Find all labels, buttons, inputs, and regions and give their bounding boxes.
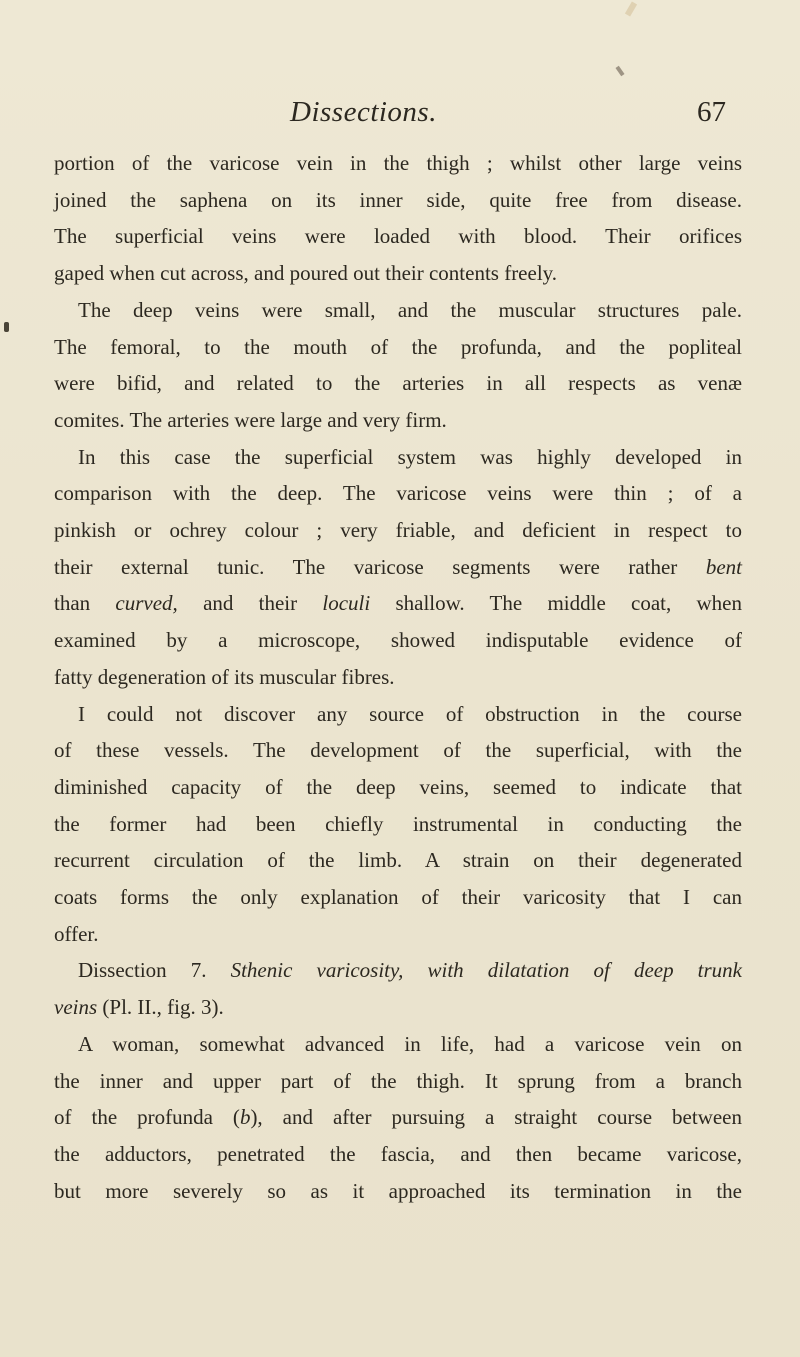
paragraph-6 xyxy=(54,1026,742,1210)
plate-reference: (Pl. II., fig. 3). xyxy=(97,995,224,1020)
paragraph-1 xyxy=(54,145,742,292)
ink-mark xyxy=(615,66,624,76)
text-line: but more severely so as it approached its termination in the xyxy=(54,1178,742,1203)
text-segment: ), and after pursuing a straight course between xyxy=(250,1105,743,1130)
text-line: joined the saphena on its inner side, quite free from disease. xyxy=(54,187,742,212)
text-line: The deep veins were small, and the muscular structures pale. xyxy=(78,297,742,322)
text-line: diminished capacity of the deep veins, seemed to indicate that xyxy=(54,774,742,799)
dissection-label: Dissection 7. xyxy=(78,958,207,983)
text-line: The superficial veins were loaded with blood. Their orifices xyxy=(54,224,742,249)
italic-term: curved, xyxy=(115,591,178,616)
dissection-title: Sthenic varicosity, with dilatation of deep trunk xyxy=(230,958,742,983)
italic-term: loculi xyxy=(322,591,371,616)
page-body xyxy=(54,145,742,1209)
text-line: comites. The arteries were large and very firm. xyxy=(54,407,447,432)
italic-term: bent xyxy=(705,554,742,579)
paper-blemish xyxy=(625,1,637,16)
text-line: the former had been chiefly instrumental in conducting the xyxy=(54,811,742,836)
text-segment: their external tunic. The varicose segments were rather xyxy=(54,554,706,579)
text-line: comparison with the deep. The varicose veins were thin ; of a xyxy=(54,481,742,506)
text-line: were bifid, and related to the arteries in all respects as venæ xyxy=(54,371,742,396)
text-line: offer. xyxy=(54,921,99,946)
text-segment: of the profunda ( xyxy=(54,1105,240,1130)
text-segment: than xyxy=(54,591,116,616)
margin-mark xyxy=(4,322,9,332)
text-line: the inner and upper part of the thigh. It sprung from a branch xyxy=(54,1068,742,1093)
text-line: recurrent circulation of the limb. A strain on their degenerated xyxy=(54,848,742,873)
running-head: Dissections. xyxy=(290,96,437,128)
paragraph-2 xyxy=(54,292,742,439)
text-line: gaped when cut across, and poured out their contents freely. xyxy=(54,261,558,286)
page-header xyxy=(0,96,800,136)
text-line xyxy=(54,989,742,1026)
page-number: 67 xyxy=(697,96,726,128)
text-line: The femoral, to the mouth of the profunda, and the popliteal xyxy=(54,334,742,359)
text-line: pinkish or ochrey colour ; very friable, and deficient in respect to xyxy=(54,518,742,543)
text-line xyxy=(54,585,742,622)
text-segment: and their xyxy=(177,591,323,616)
text-segment: shallow. The middle coat, when xyxy=(370,591,743,616)
text-line xyxy=(54,1099,742,1136)
text-line: I could not discover any source of obstruction in the course xyxy=(78,701,742,726)
italic-term: b xyxy=(239,1105,251,1130)
section-heading-dissection-7 xyxy=(54,952,742,1025)
text-line: of these vessels. The development of the superficial, with the xyxy=(54,738,742,763)
text-line: the adductors, penetrated the fascia, and then became varicose, xyxy=(54,1141,742,1166)
paragraph-4 xyxy=(54,696,742,953)
text-line: A woman, somewhat advanced in life, had a varicose vein on xyxy=(78,1031,742,1056)
text-line: portion of the varicose vein in the thigh ; whilst other large veins xyxy=(54,151,742,175)
text-line: coats forms the only explanation of their varicosity that I can xyxy=(54,885,742,910)
text-line: examined by a microscope, showed indisputable evidence of xyxy=(54,628,742,653)
paragraph-3 xyxy=(54,439,742,696)
text-line xyxy=(54,952,742,989)
text-line xyxy=(54,549,742,586)
dissection-title-continued: veins xyxy=(54,995,98,1020)
text-line: In this case the superficial system was highly developed in xyxy=(78,444,742,469)
text-line: fatty degeneration of its muscular fibres. xyxy=(54,664,395,689)
